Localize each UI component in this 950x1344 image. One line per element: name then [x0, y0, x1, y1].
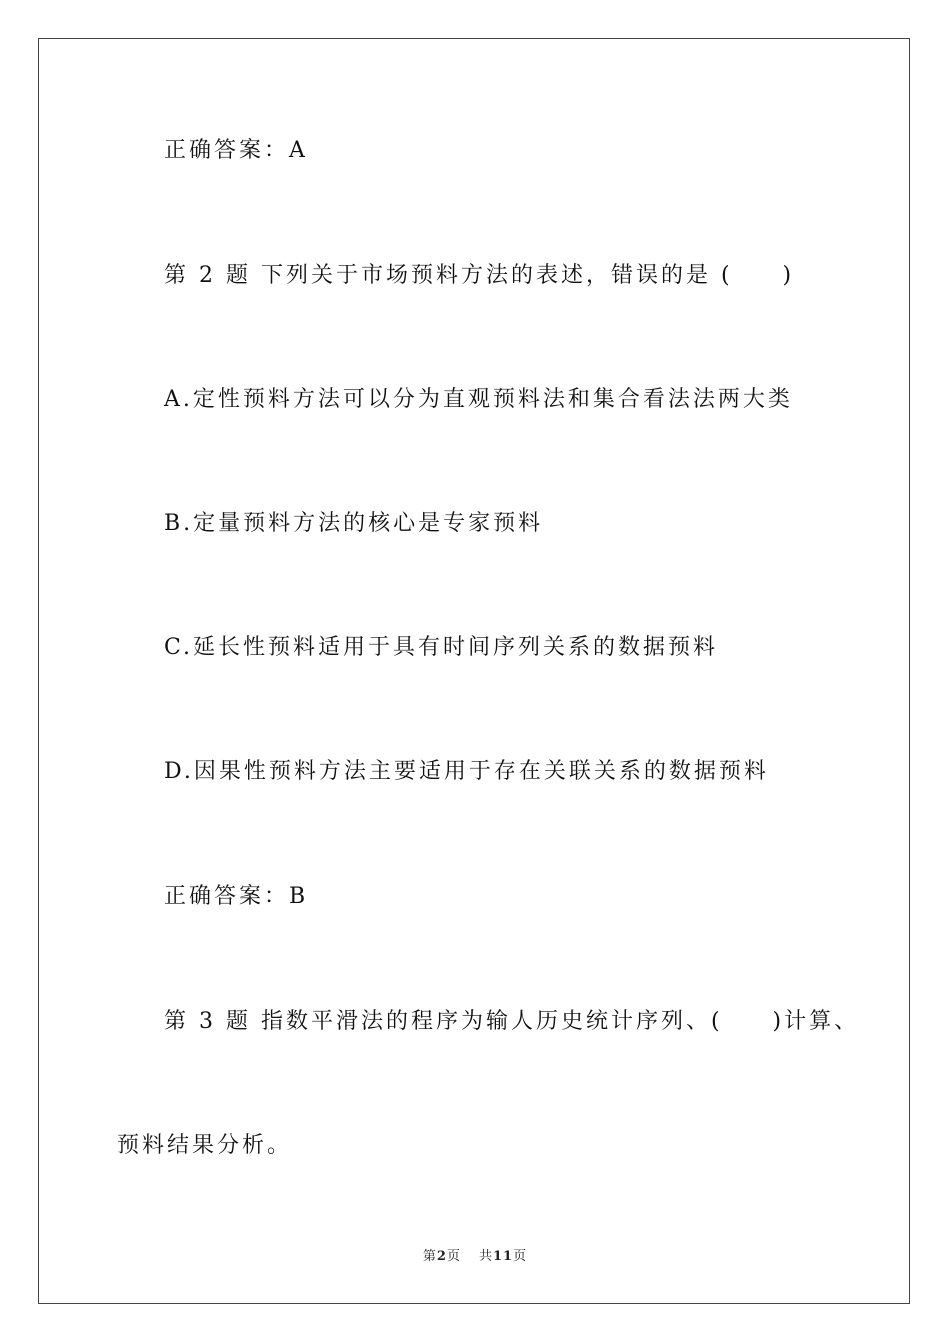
footer-total-suffix: 页	[513, 1249, 528, 1264]
question-3-stem-continued: 预料结果分析。	[117, 1133, 293, 1158]
question-2-stem: 第 2 题 下列关于市场预料方法的表述，错误的是 ( )	[164, 263, 795, 288]
page-footer	[0, 1245, 950, 1264]
footer-page-number: 2	[436, 1249, 447, 1264]
footer-total-prefix: 共	[478, 1249, 493, 1264]
footer-page-prefix: 第	[422, 1249, 437, 1264]
question-2-option-b: B.定量预料方法的核心是专家预料	[164, 511, 544, 536]
footer-page-suffix: 页	[446, 1249, 461, 1264]
answer-line-1: 正确答案：A	[164, 138, 308, 163]
footer-total-pages: 11	[492, 1249, 514, 1264]
question-3-stem: 第 3 题 指数平滑法的程序为输人历史统计序列、( )计算、	[164, 1009, 860, 1034]
question-2-option-a: A.定性预料方法可以分为直观预料法和集合看法法两大类	[164, 387, 793, 412]
question-2-option-d: D.因果性预料方法主要适用于存在关联关系的数据预料	[164, 759, 769, 784]
page-border	[38, 38, 910, 1304]
question-2-option-c: C.延长性预料适用于具有时间序列关系的数据预料	[164, 635, 719, 660]
answer-line-2: 正确答案：B	[164, 884, 309, 909]
